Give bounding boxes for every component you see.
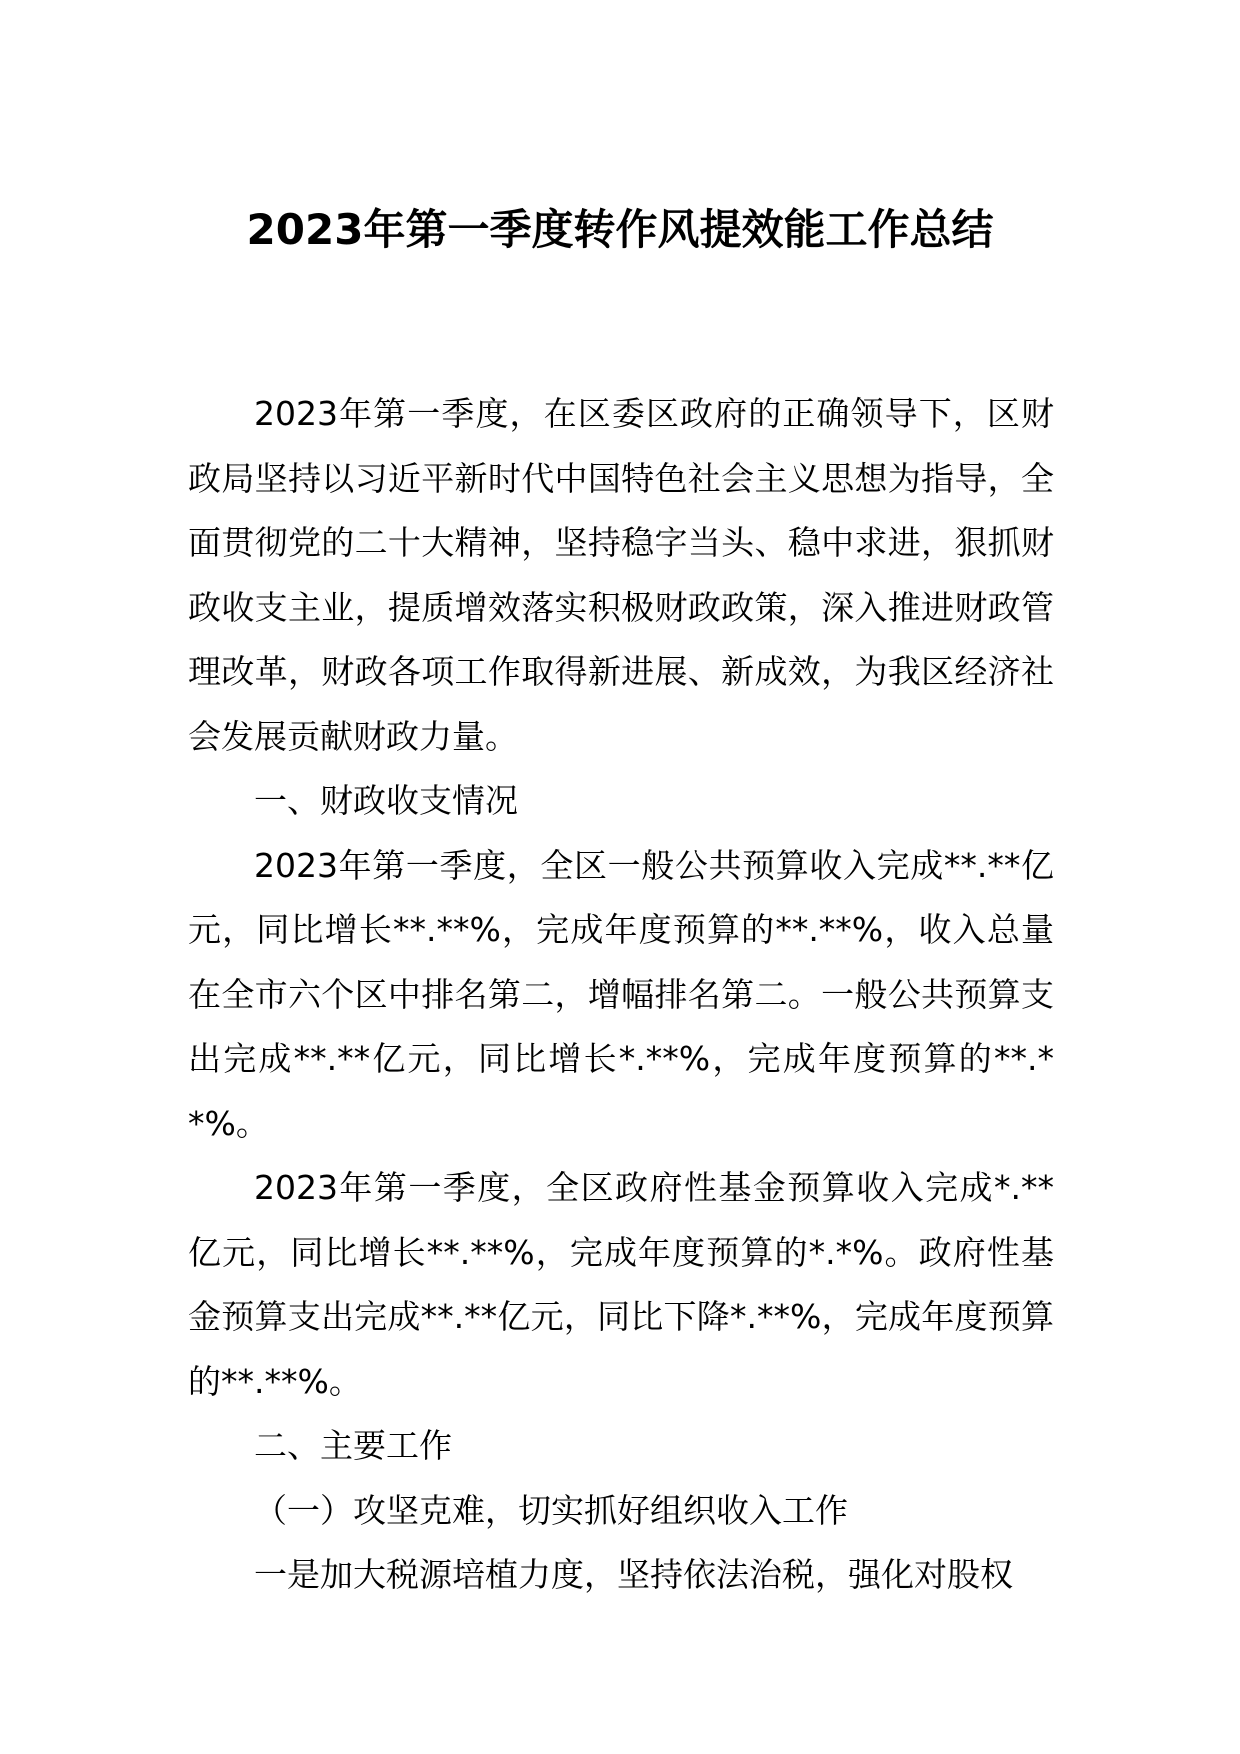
fund-budget-paragraph: 2023年第一季度，全区政府性基金预算收入完成*.**亿元，同比增长**.**%，完成年度预算的*.*%。政府性基金预算支出完成**.**亿元，同比下降*.**%，完成年度预算的**.**%。 <box>188 1168 1054 1401</box>
subsection-heading-1: （一）攻坚克难，切实抓好组织收入工作 <box>254 1490 848 1530</box>
document-title: 2023年第一季度转作风提效能工作总结 <box>246 205 994 254</box>
section-heading-2: 二、主要工作 <box>254 1426 452 1465</box>
section-heading-1: 一、财政收支情况 <box>254 781 518 820</box>
document-body <box>188 382 1054 1608</box>
intro-paragraph: 2023年第一季度，在区委区政府的正确领导下，区财政局坚持以习近平新时代中国特色社会主义思想为指导，全面贯彻党的二十大精神，坚持稳字当头、稳中求进，狠抓财政收支主业，提质增效落实积极财政政策，深入推进财政管理改革，财政各项工作取得新进展、新成效，为我区经济社会发展贡献财政力量。 <box>188 394 1054 756</box>
general-budget-paragraph: 2023年第一季度，全区一般公共预算收入完成**.**亿元，同比增长**.**%，完成年度预算的**.**%，收入总量在全市六个区中排名第二，增幅排名第二。一般公共预算支出完成**.**亿元，同比增长*.**%，完成年度预算的**.**%。 <box>188 845 1054 1143</box>
work-item-paragraph: 一是加大税源培植力度，坚持依法治税，强化对股权 <box>254 1555 1013 1594</box>
